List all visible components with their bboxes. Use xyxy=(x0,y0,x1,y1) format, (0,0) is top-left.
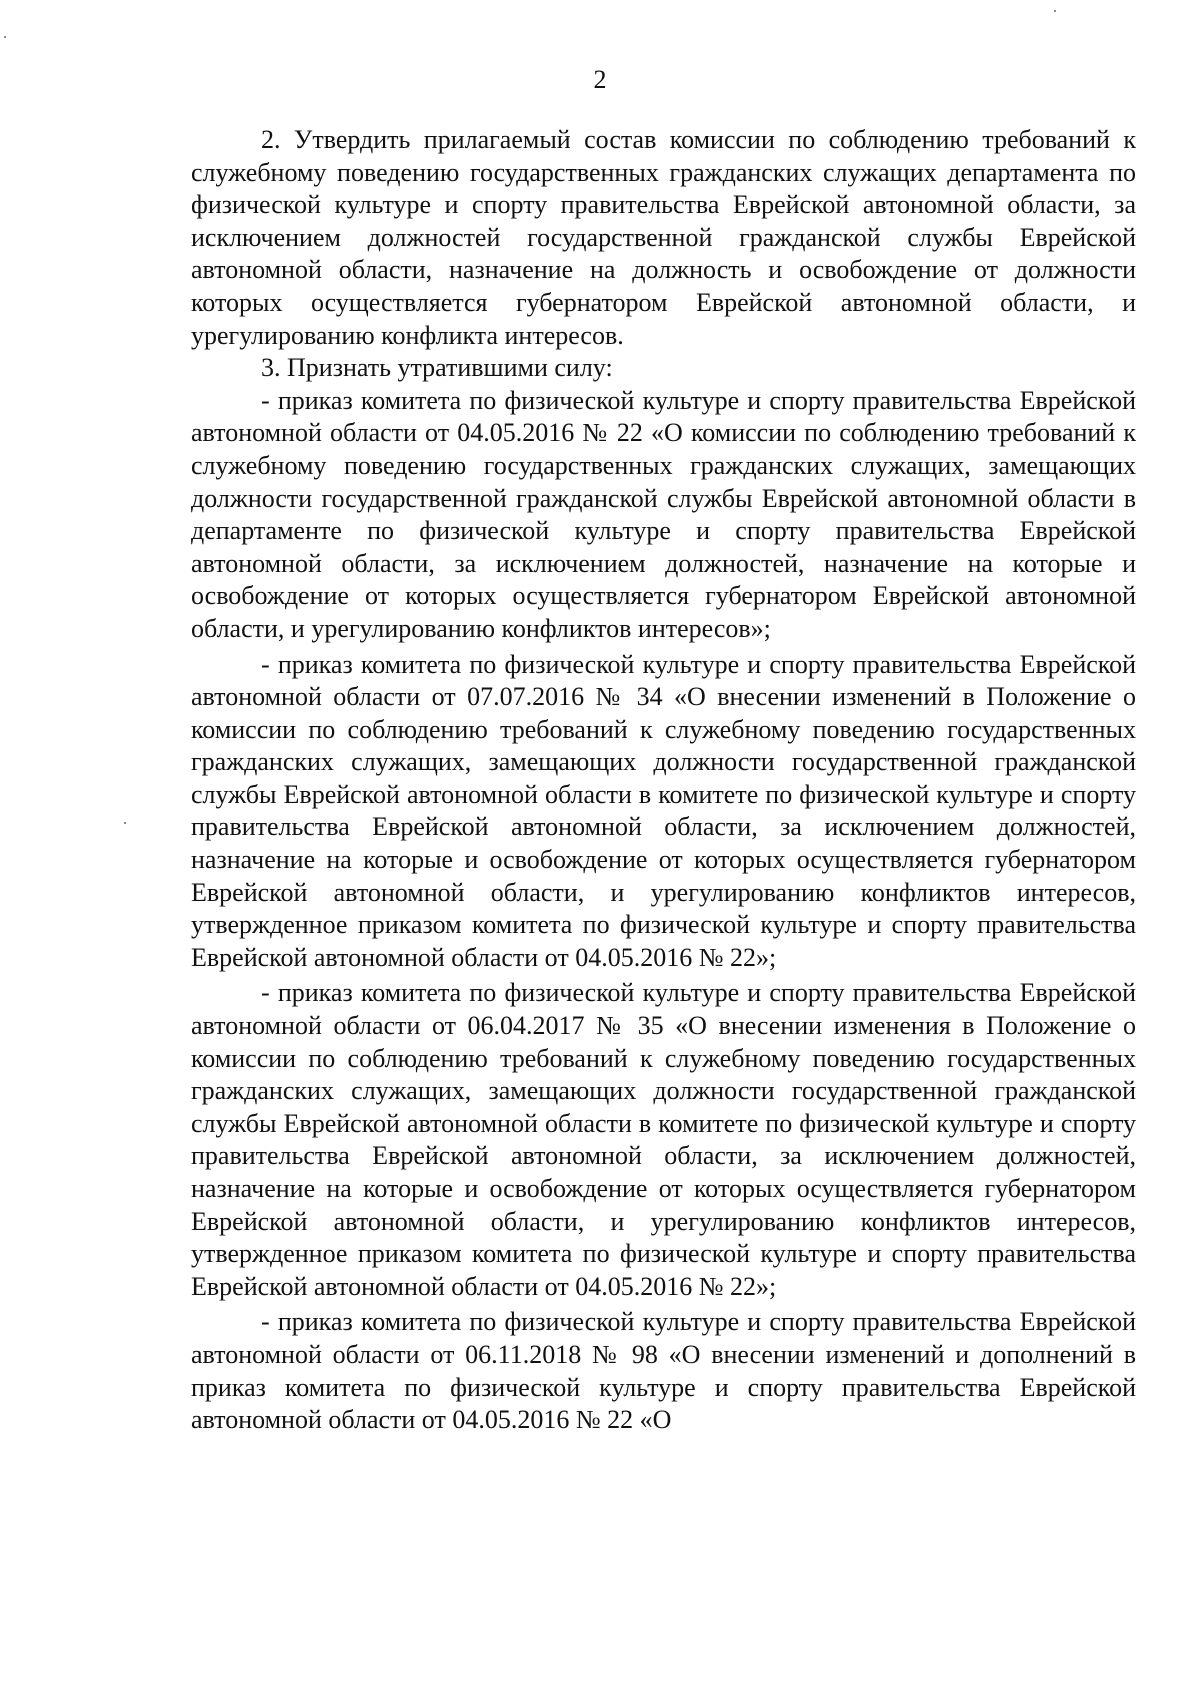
list-item: - приказ комитета по физической культуре и спорту правительства Еврейской автономной области от 06.11.2018 № 98 «О внесении изменений и дополнений в приказ комитета по физической культуре и спорту правительства Еврейской автономной области от 04.05.2016 № 22 «О xyxy=(191,1307,1136,1435)
scan-speck xyxy=(1054,10,1056,12)
list-item: - приказ комитета по физической культуре и спорту правительства Еврейской автономной области от 07.07.2016 № 34 «О внесении изменений в Положение о комиссии по соблюдению требований к служебному поведению государственных гражданских служащих, замещающих должности государственной гражданской службы Еврейской автономной области в комитете по физической культуре и спорту правительства Еврейской автономной области, за исключением должностей, назначение на которые и освобождение от которых осуществляется губернатором Еврейской автономной области, и урегулированию конфликтов интересов, утвержденное приказом комитета по физической культуре и спорту правительства Еврейской автономной области от 04.05.2016 № 22»; xyxy=(191,649,1136,972)
paragraph-3: 3. Признать утратившими силу: xyxy=(261,353,613,383)
document-body xyxy=(191,124,1136,1437)
scan-speck xyxy=(4,36,6,38)
scan-speck xyxy=(124,822,126,824)
page-number: 2 xyxy=(593,65,607,94)
list-item: - приказ комитета по физической культуре и спорту правительства Еврейской автономной области от 04.05.2016 № 22 «О комиссии по соблюдению требований к служебному поведению государственных гражданских служащих, замещающих должности государственной гражданской службы Еврейской автономной области в департаменте по физической культуре и спорту правительства Еврейской автономной области, за исключением должностей, назначение на которые и освобождение от которых осуществляется губернатором Еврейской автономной области, и урегулированию конфликтов интересов»; xyxy=(191,385,1136,643)
list-item: - приказ комитета по физической культуре и спорту правительства Еврейской автономной области от 06.04.2017 № 35 «О внесении изменения в Положение о комиссии по соблюдению требований к служебному поведению государственных гражданских служащих, замещающих должности государственной гражданской службы Еврейской автономной области в комитете по физической культуре и спорту правительства Еврейской автономной области, за исключением должностей, назначение на которые и освобождение от которых осуществляется губернатором Еврейской автономной области, и урегулированию конфликтов интересов, утвержденное приказом комитета по физической культуре и спорту правительства Еврейской автономной области от 04.05.2016 № 22»; xyxy=(191,978,1136,1301)
paragraph-2: 2. Утвердить прилагаемый состав комиссии по соблюдению требований к служебному поведению государственных гражданских служащих департамента по физической культуре и спорту правительства Еврейской автономной области, за исключением должностей государственной гражданской службы Еврейской автономной области, назначение на должность и освобождение от должности которых осуществляется губернатором Еврейской автономной области, и урегулированию конфликта интересов. xyxy=(191,125,1136,350)
